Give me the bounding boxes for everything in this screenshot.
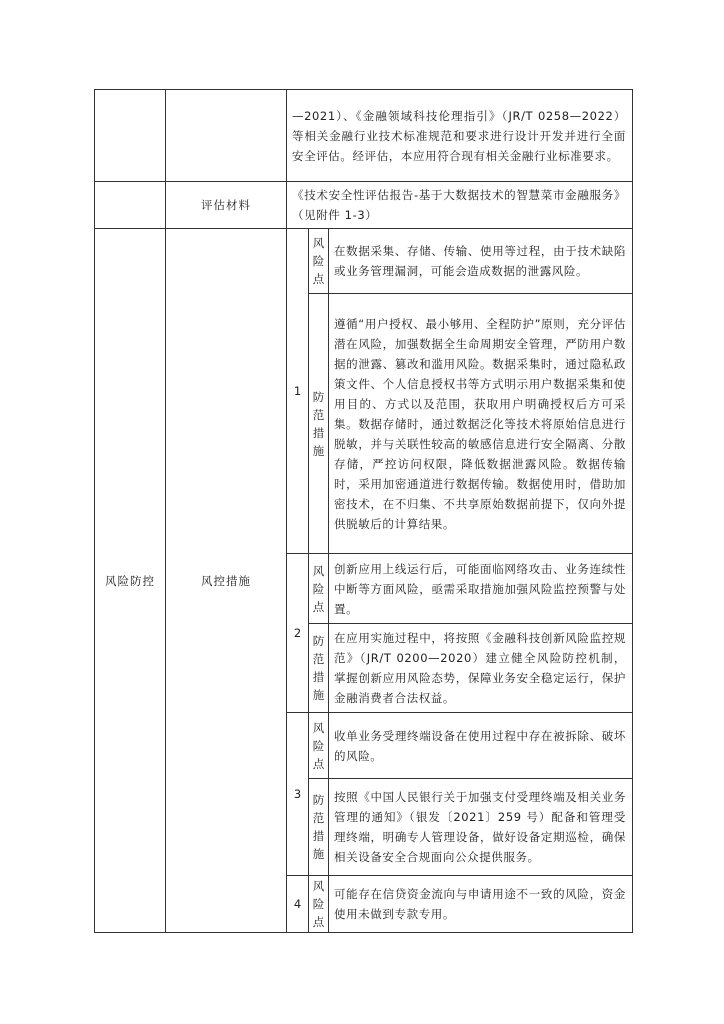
assessment-text: 《技术安全性评估报告-基于大数据技术的智慧菜市金融服务》（见附件 1-3） [292,188,627,222]
document-table [94,89,633,933]
item-number: 3 [287,713,309,876]
prevention-measure-text: 按照《中国人民银行关于加强支付受理终端及相关业务管理的通知》（银发〔2021〕259 号）配备和管理受理终端，明确专人管理设备，做好设备定期巡检，确保相关设备安全合规面向公众提供服务。 [334,790,627,864]
risk-point-label: 风险点 [312,720,325,771]
table-row [95,182,633,229]
table-row [95,229,633,294]
risk-category-label: 风险防控 [95,229,166,933]
risk-point-text: 在数据采集、存储、传输、使用等过程，由于技术缺陷或业务管理漏洞，可能会造成数据的泄露风险。 [334,244,627,278]
risk-subcategory-label: 风控措施 [166,229,287,933]
standards-text: —2021）、《金融领域科技伦理指引》（JR/T 0258—2022）等相关金融行业技术标准规范和要求进行设计开发并进行全面安全评估。经评估，本应用符合现有相关金融行业标准要求。 [292,108,627,163]
assessment-label: 评估材料 [166,182,287,229]
item-number: 4 [287,876,309,933]
prevention-measure-label: 防范措施 [312,634,325,702]
risk-point-label: 风险点 [312,563,325,614]
risk-point-text: 收单业务受理终端设备在使用过程中存在被拆除、破坏的风险。 [334,728,627,763]
prevention-measure-text: 在应用实施过程中，将按照《金融科技创新风险监控规范》（JR/T 0200—2020）建立健全风险防控机制，掌握创新应用风险态势，保障业务安全稳定运行，保护金融消费者合法权益。 [334,631,627,705]
risk-point-label: 风险点 [312,236,325,286]
risk-point-text: 可能存在信贷资金流向与申请用途不一致的风险，资金使用未做到专款专用。 [334,887,627,921]
item-number: 1 [287,229,309,554]
table-row [95,90,633,182]
item-number: 2 [287,554,309,713]
prevention-measure-text: 遵循“用户授权、最小够用、全程防护”原则，充分评估潜在风险，加强数据全生命周期安全管理，严防用户数据的泄露、篡改和滥用风险。数据采集时，通过隐私政策文件、个人信息授权书等方式明示用户数据采集和使用目的、方式以及范围，获取用户明确授权后方可采集。数据存储时，通过数据泛化等技术将原始信息进行脱敏，并与关联性较高的敏感信息进行安全隔离、分散存储，严控访问权限，降低数据泄露风险。数据传输时，采用加密通道进行数据传输。数据使用时，借助加密技术，在不归集、不共享原始数据前提下，仅向外提供脱敏后的计算结果。 [334,316,627,531]
risk-point-text: 创新应用上线运行后，可能面临网络攻击、业务连续性中断等方面风险，亟需采取措施加强风险监控预警与处置。 [334,561,627,616]
risk-point-label: 风险点 [312,879,325,929]
prevention-measure-label: 防范措施 [312,793,325,861]
prevention-measure-label: 防范措施 [312,389,325,458]
